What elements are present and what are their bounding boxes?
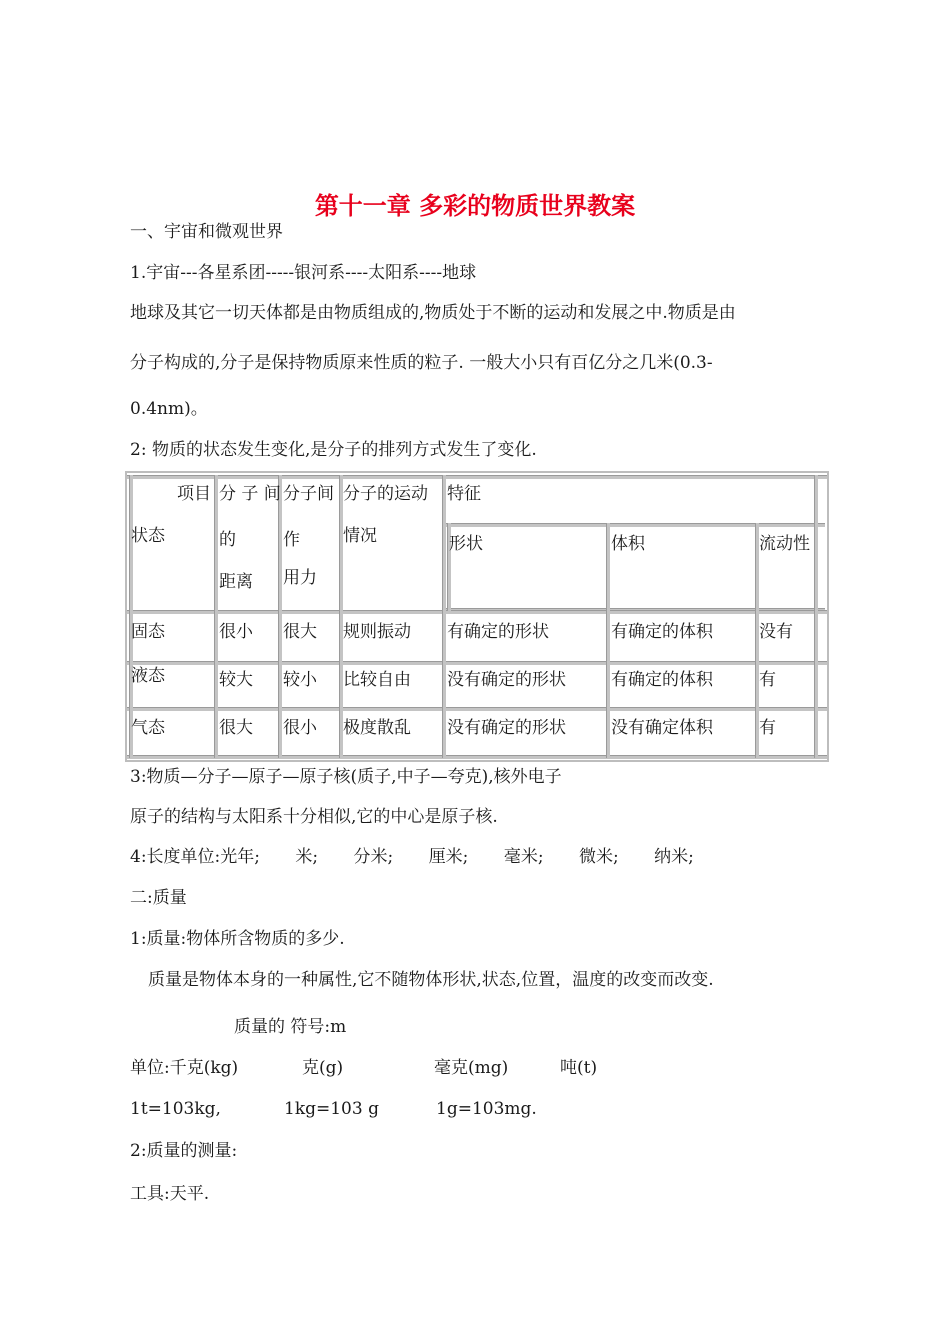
header-force: 作	[283, 530, 300, 550]
paragraph-line: 原子的结构与太阳系十分相似,它的中心是原子核.	[130, 807, 498, 827]
paragraph-line: 分子构成的,分子是保持物质原来性质的粒子. 一般大小只有百亿分之几米(0.3-	[130, 353, 713, 373]
table-cell: 比较自由	[343, 670, 411, 690]
header-distance: 距离	[219, 572, 253, 592]
table-cell: 很大	[283, 622, 317, 642]
header-motion: 情况	[343, 526, 377, 546]
table-cell: 有确定的体积	[611, 622, 713, 642]
mass-unit-t: 吨(t)	[560, 1058, 598, 1078]
table-cell: 很大	[219, 718, 253, 738]
unit-item: 微米;	[578, 847, 619, 867]
unit-item: 厘米;	[428, 847, 469, 867]
table-corner-state: 状态	[131, 526, 165, 546]
states-of-matter-table	[125, 471, 829, 762]
page-title: 第十一章 多彩的物质世界教案	[314, 192, 636, 220]
table-cell: 有	[759, 718, 776, 738]
item-mass-definition: 1:质量:物体所含物质的多少.	[130, 929, 345, 949]
table-cell-state: 固态	[131, 622, 165, 642]
item-state-change: 2: 物质的状态发生变化,是分子的排列方式发生了变化.	[130, 440, 537, 460]
header-volume: 体积	[611, 534, 645, 554]
length-units-label: 4:长度单位:光年;	[130, 847, 260, 867]
mass-unit-g: 克(g)	[302, 1058, 344, 1078]
header-force: 用力	[283, 568, 317, 588]
table-corner-item: 项目	[177, 484, 211, 504]
table-cell: 很小	[219, 622, 253, 642]
header-flow: 流动性	[759, 534, 810, 554]
table-cell: 没有确定体积	[611, 718, 713, 738]
table-cell: 没有确定的形状	[447, 670, 566, 690]
item-length-units	[130, 846, 694, 868]
section-heading-universe: 一、宇宙和微观世界	[130, 222, 283, 242]
header-shape: 形状	[449, 534, 483, 554]
table-cell: 有确定的体积	[611, 670, 713, 690]
table-cell: 规则振动	[343, 622, 411, 642]
unit-item: 毫米;	[503, 847, 544, 867]
header-feature: 特征	[447, 484, 481, 504]
table-cell: 较小	[283, 670, 317, 690]
table-cell-state: 液态	[131, 666, 165, 686]
table-cell: 有	[759, 670, 776, 690]
unit-item: 米;	[295, 847, 319, 867]
mass-unit-kg: 单位:千克(kg)	[130, 1058, 239, 1078]
item-matter-structure: 3:物质—分子—原子—原子核(质子,中子—夸克),核外电子	[130, 767, 562, 787]
table-cell: 没有确定的形状	[447, 718, 566, 738]
measurement-tool: 工具:天平.	[130, 1184, 210, 1204]
header-motion: 分子的运动	[343, 484, 428, 504]
item-universe-hierarchy: 1.宇宙---各星系团-----银河系----太阳系----地球	[130, 263, 477, 283]
table-cell: 较大	[219, 670, 253, 690]
conversion-kg-g: 1kg=103 g	[284, 1099, 379, 1119]
table-cell: 有确定的形状	[447, 622, 549, 642]
header-force: 分子间	[283, 484, 334, 504]
mass-symbol: 质量的 符号:m	[234, 1017, 347, 1037]
table-cell: 没有	[759, 622, 793, 642]
conversion-g-mg: 1g=103mg.	[436, 1099, 537, 1119]
unit-item: 分米;	[353, 847, 394, 867]
paragraph-line: 地球及其它一切天体都是由物质组成的,物质处于不断的运动和发展之中.物质是由	[130, 303, 736, 323]
mass-unit-mg: 毫克(mg)	[434, 1058, 509, 1078]
unit-item: 纳米;	[654, 847, 694, 867]
table-cell-state: 气态	[131, 718, 165, 738]
paragraph-line: 质量是物体本身的一种属性,它不随物体形状,状态,位置，温度的改变而改变.	[148, 970, 714, 990]
header-distance: 的	[219, 530, 236, 550]
table-cell: 很小	[283, 718, 317, 738]
item-mass-measurement: 2:质量的测量:	[130, 1141, 238, 1161]
paragraph-line: 0.4nm)。	[130, 399, 208, 419]
conversion-t-kg: 1t=103kg,	[130, 1099, 221, 1119]
table-cell: 极度散乱	[343, 718, 411, 738]
header-distance: 分 子 间	[219, 484, 281, 504]
section-heading-mass: 二:质量	[130, 888, 187, 908]
